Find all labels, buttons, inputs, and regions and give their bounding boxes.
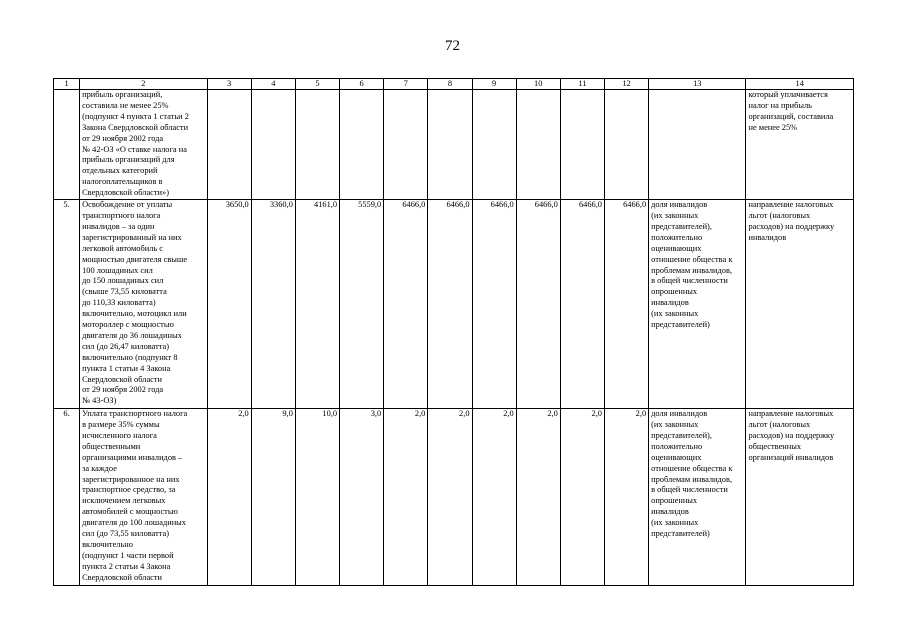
value-cell: 6466,0 bbox=[428, 200, 472, 409]
column-number: 5 bbox=[295, 79, 339, 90]
column-number: 13 bbox=[649, 79, 746, 90]
value-cell bbox=[604, 90, 648, 200]
value-cell bbox=[384, 90, 428, 200]
value-cell: 6466,0 bbox=[604, 200, 648, 409]
value-cell: 5559,0 bbox=[340, 200, 384, 409]
benefit-description: прибыль организаций, составила не менее 25% (подпункт 4 пункта 1 статьи 2 Закона Свердловской области от 29 ноября 2002 года № 42-ОЗ «О ставке налога на прибыль организаций для отдельных категорий налогоплательщиков в Свердловской области») bbox=[80, 90, 207, 200]
column-number: 9 bbox=[472, 79, 516, 90]
target-description: который уплачивается налог на прибыль организаций, составила не менее 25% bbox=[746, 90, 854, 200]
column-number: 4 bbox=[251, 79, 295, 90]
row-index: 5. bbox=[54, 200, 80, 409]
indicator-description bbox=[649, 90, 746, 200]
value-cell: 2,0 bbox=[428, 409, 472, 586]
value-cell bbox=[207, 90, 251, 200]
target-description: направление налоговых льгот (налоговых расходов) на поддержку общественных организаций инвалидов bbox=[746, 409, 854, 586]
value-cell bbox=[516, 90, 560, 200]
column-number: 6 bbox=[340, 79, 384, 90]
value-cell bbox=[295, 90, 339, 200]
value-cell: 2,0 bbox=[560, 409, 604, 586]
value-cell: 2,0 bbox=[516, 409, 560, 586]
column-number: 10 bbox=[516, 79, 560, 90]
column-number: 1 bbox=[54, 79, 80, 90]
table-row bbox=[54, 200, 854, 409]
value-cell: 6466,0 bbox=[560, 200, 604, 409]
value-cell: 2,0 bbox=[207, 409, 251, 586]
value-cell: 3650,0 bbox=[207, 200, 251, 409]
row-index: 6. bbox=[54, 409, 80, 586]
value-cell: 6466,0 bbox=[516, 200, 560, 409]
column-number: 11 bbox=[560, 79, 604, 90]
target-description: направление налоговых льгот (налоговых расходов) на поддержку инвалидов bbox=[746, 200, 854, 409]
indicator-description: доля инвалидов (их законных представителей), положительно оценивающих отношение общества к проблемам инвалидов, в общей численности опрошенных инвалидов (их законных представителей) bbox=[649, 200, 746, 409]
table-row bbox=[54, 90, 854, 200]
column-number: 7 bbox=[384, 79, 428, 90]
value-cell: 2,0 bbox=[472, 409, 516, 586]
value-cell bbox=[251, 90, 295, 200]
value-cell bbox=[560, 90, 604, 200]
tax-benefits-table bbox=[53, 78, 854, 586]
value-cell bbox=[428, 90, 472, 200]
column-number: 2 bbox=[80, 79, 207, 90]
value-cell: 4161,0 bbox=[295, 200, 339, 409]
page-number: 72 bbox=[445, 38, 460, 54]
row-index bbox=[54, 90, 80, 200]
table-row bbox=[54, 409, 854, 586]
column-number: 3 bbox=[207, 79, 251, 90]
value-cell: 3,0 bbox=[340, 409, 384, 586]
benefit-description: Освобождение от уплаты транспортного налога инвалидов – за один зарегистрированный на них легковой автомобиль с мощностью двигателя свыше 100 лошадиных сил до 150 лошадиных сил (свыше 73,55 киловатта до 110,33 киловатта) включительно, мотоцикл или мотороллер с мощностью двигателя до 36 лошадиных сил (до 26,47 киловатта) включительно (подпункт 8 пункта 1 статьи 4 Закона Свердловской области от 29 ноября 2002 года № 43-ОЗ) bbox=[80, 200, 207, 409]
column-number-row bbox=[54, 79, 854, 90]
value-cell: 3360,0 bbox=[251, 200, 295, 409]
column-number: 12 bbox=[604, 79, 648, 90]
indicator-description: доля инвалидов (их законных представителей), положительно оценивающих отношение общества к проблемам инвалидов, в общей численности опрошенных инвалидов (их законных представителей) bbox=[649, 409, 746, 586]
value-cell: 10,0 bbox=[295, 409, 339, 586]
value-cell bbox=[472, 90, 516, 200]
value-cell bbox=[340, 90, 384, 200]
column-number: 14 bbox=[746, 79, 854, 90]
value-cell: 6466,0 bbox=[472, 200, 516, 409]
value-cell: 2,0 bbox=[604, 409, 648, 586]
column-number: 8 bbox=[428, 79, 472, 90]
value-cell: 2,0 bbox=[384, 409, 428, 586]
benefit-description: Уплата транспортного налога в размере 35% суммы исчисленного налога общественными организациями инвалидов – за каждое зарегистрированное на них транспортное средство, за исключением легковых автомобилей с мощностью двигателя до 100 лошадиных сил (до 73,55 киловатта) включительно (подпункт 1 части первой пункта 2 статьи 4 Закона Свердловской области bbox=[80, 409, 207, 586]
value-cell: 6466,0 bbox=[384, 200, 428, 409]
value-cell: 9,0 bbox=[251, 409, 295, 586]
